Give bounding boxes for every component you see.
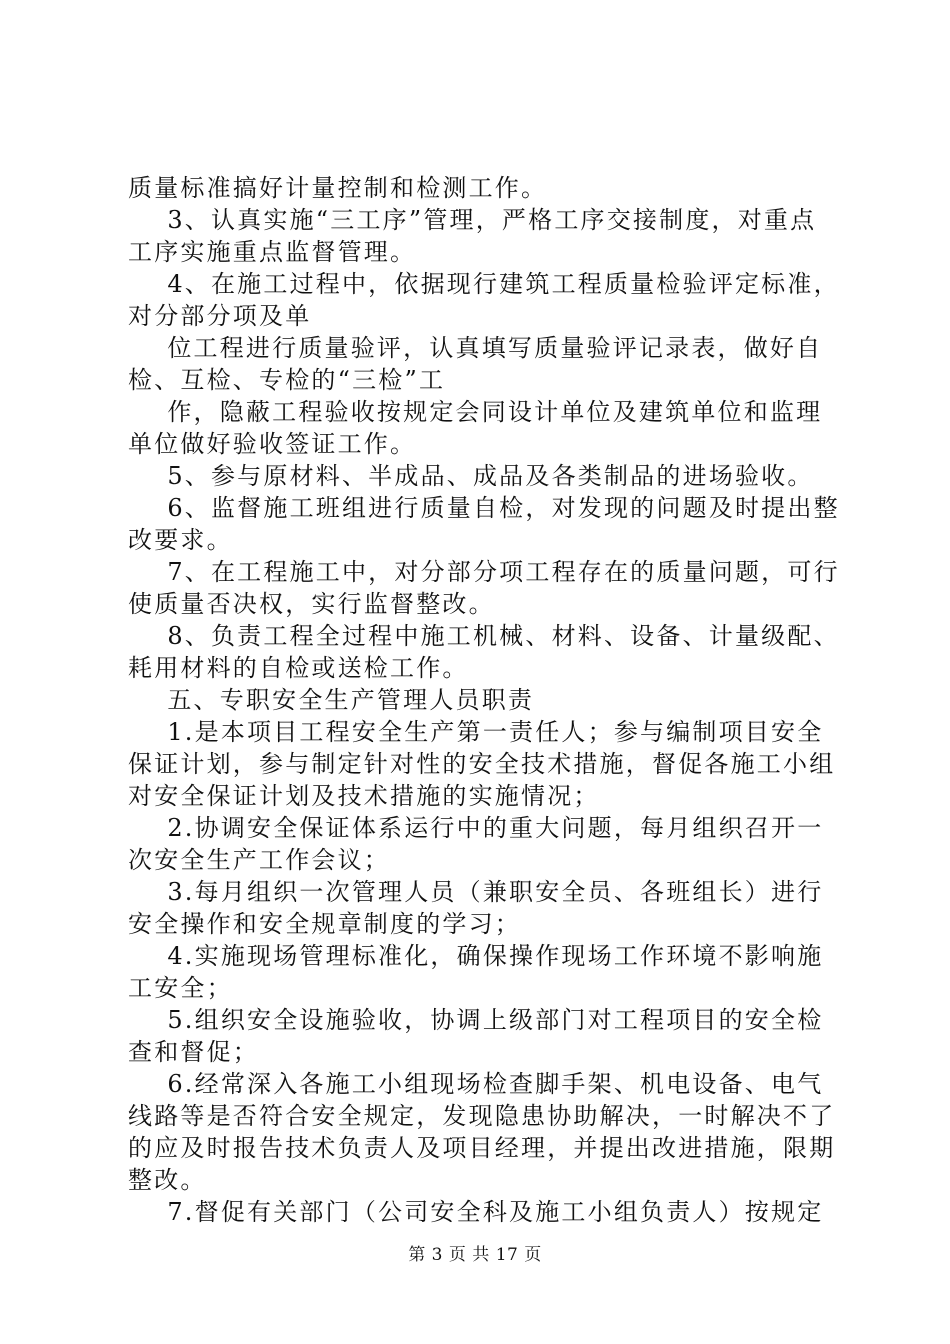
text-line: 3.每月组织一次管理人员（兼职安全员、各班组长）进行 xyxy=(128,878,824,906)
text-line: 3、认真实施“三工序”管理，严格工序交接制度，对重点 xyxy=(128,206,817,234)
text-line: 单位做好验收签证工作。 xyxy=(128,430,417,458)
text-line: 位工程进行质量验评，认真填写质量验评记录表，做好自 xyxy=(128,334,823,362)
text-line: 5.组织安全设施验收，协调上级部门对工程项目的安全检 xyxy=(128,1006,824,1034)
text-line: 工安全； xyxy=(128,974,233,1002)
text-line: 次安全生产工作会议； xyxy=(128,846,390,874)
text-line: 的应及时报告技术负责人及项目经理，并提出改进措施，限期 xyxy=(128,1134,836,1162)
text-line: 改要求。 xyxy=(128,526,233,554)
text-line: 整改。 xyxy=(128,1166,207,1194)
text-line: 使质量否决权，实行监督整改。 xyxy=(128,590,495,618)
text-line: 8、负责工程全过程中施工机械、材料、设备、计量级配、 xyxy=(128,622,840,650)
page-number-footer: 第 3 页 共 17 页 xyxy=(408,1245,542,1265)
text-line: 7、在工程施工中，对分部分项工程存在的质量问题，可行 xyxy=(128,558,840,586)
text-line: 检、互检、专检的“三检”工 xyxy=(128,366,446,394)
text-line: 工序实施重点监督管理。 xyxy=(128,238,417,266)
document-body xyxy=(128,172,840,1228)
text-line: 2.协调安全保证体系运行中的重大问题，每月组织召开一 xyxy=(128,814,824,842)
text-line: 4、在施工过程中，依据现行建筑工程质量检验评定标准， xyxy=(128,270,840,298)
text-line: 7.督促有关部门（公司安全科及施工小组负责人）按规定 xyxy=(128,1198,824,1226)
text-line: 作，隐蔽工程验收按规定会同设计单位及建筑单位和监理 xyxy=(128,398,823,426)
text-line: 安全操作和安全规章制度的学习； xyxy=(128,910,521,938)
text-line: 对分部分项及单 xyxy=(128,302,312,330)
text-line: 6.经常深入各施工小组现场检查脚手架、机电设备、电气 xyxy=(128,1070,824,1098)
text-line: 6、监督施工班组进行质量自检，对发现的问题及时提出整 xyxy=(128,494,840,522)
text-line: 4.实施现场管理标准化，确保操作现场工作环境不影响施 xyxy=(128,942,824,970)
text-line: 对安全保证计划及技术措施的实施情况； xyxy=(128,782,600,810)
text-line: 1.是本项目工程安全生产第一责任人；参与编制项目安全 xyxy=(128,718,824,746)
section-heading: 五、专职安全生产管理人员职责 xyxy=(128,686,535,714)
text-line: 线路等是否符合安全规定，发现隐患协助解决，一时解决不了 xyxy=(128,1102,836,1130)
text-line: 耗用材料的自检或送检工作。 xyxy=(128,654,469,682)
text-line: 查和督促； xyxy=(128,1038,259,1066)
text-line: 5、参与原材料、半成品、成品及各类制品的进场验收。 xyxy=(128,462,814,490)
text-line: 质量标准搞好计量控制和检测工作。 xyxy=(128,174,548,202)
text-line: 保证计划，参与制定针对性的安全技术措施，督促各施工小组 xyxy=(128,750,836,778)
